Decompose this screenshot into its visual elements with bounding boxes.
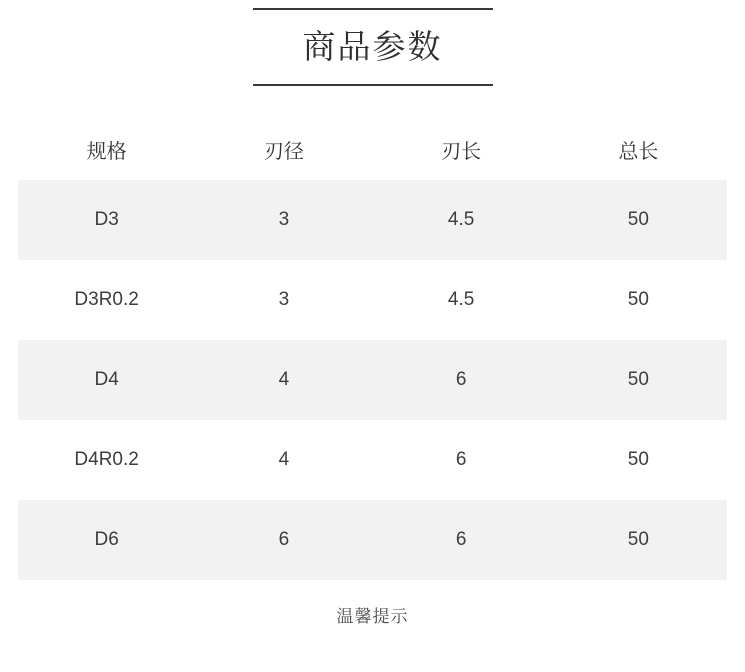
- cell-blade-length: 4.5: [373, 180, 550, 260]
- cell-blade-diameter: 3: [195, 260, 372, 340]
- spec-table: [18, 118, 727, 580]
- cell-total-length: 50: [550, 260, 727, 340]
- cell-total-length: 50: [550, 180, 727, 260]
- page-title: 商品参数: [302, 28, 443, 65]
- cell-blade-diameter: 6: [195, 500, 372, 580]
- footer-note: 温馨提示: [336, 607, 409, 626]
- cell-spec: D4: [18, 340, 195, 420]
- cell-total-length: 50: [550, 500, 727, 580]
- column-header-total-length: 总长: [618, 140, 659, 163]
- cell-total-length: 50: [550, 340, 727, 420]
- table-row: [18, 500, 727, 580]
- cell-blade-diameter: 3: [195, 180, 372, 260]
- cell-blade-diameter: 4: [195, 340, 372, 420]
- cell-blade-length: 6: [373, 420, 550, 500]
- cell-total-length: 50: [550, 420, 727, 500]
- table-header-row: [18, 118, 727, 180]
- title-bottom-rule: [253, 84, 493, 86]
- table-row: [18, 340, 727, 420]
- table-row: [18, 180, 727, 260]
- cell-spec: D6: [18, 500, 195, 580]
- spec-table-body: [18, 180, 727, 580]
- column-header-blade-length: 刃长: [441, 140, 482, 163]
- cell-blade-length: 6: [373, 500, 550, 580]
- cell-spec: D3: [18, 180, 195, 260]
- spec-table-head: [18, 118, 727, 180]
- cell-blade-diameter: 4: [195, 420, 372, 500]
- page-title-block: [253, 8, 493, 86]
- cell-spec: D3R0.2: [18, 260, 195, 340]
- table-row: [18, 420, 727, 500]
- column-header-blade-diameter: 刃径: [263, 140, 304, 163]
- table-row: [18, 260, 727, 340]
- cell-spec: D4R0.2: [18, 420, 195, 500]
- column-header-spec: 规格: [86, 140, 127, 163]
- cell-blade-length: 4.5: [373, 260, 550, 340]
- cell-blade-length: 6: [373, 340, 550, 420]
